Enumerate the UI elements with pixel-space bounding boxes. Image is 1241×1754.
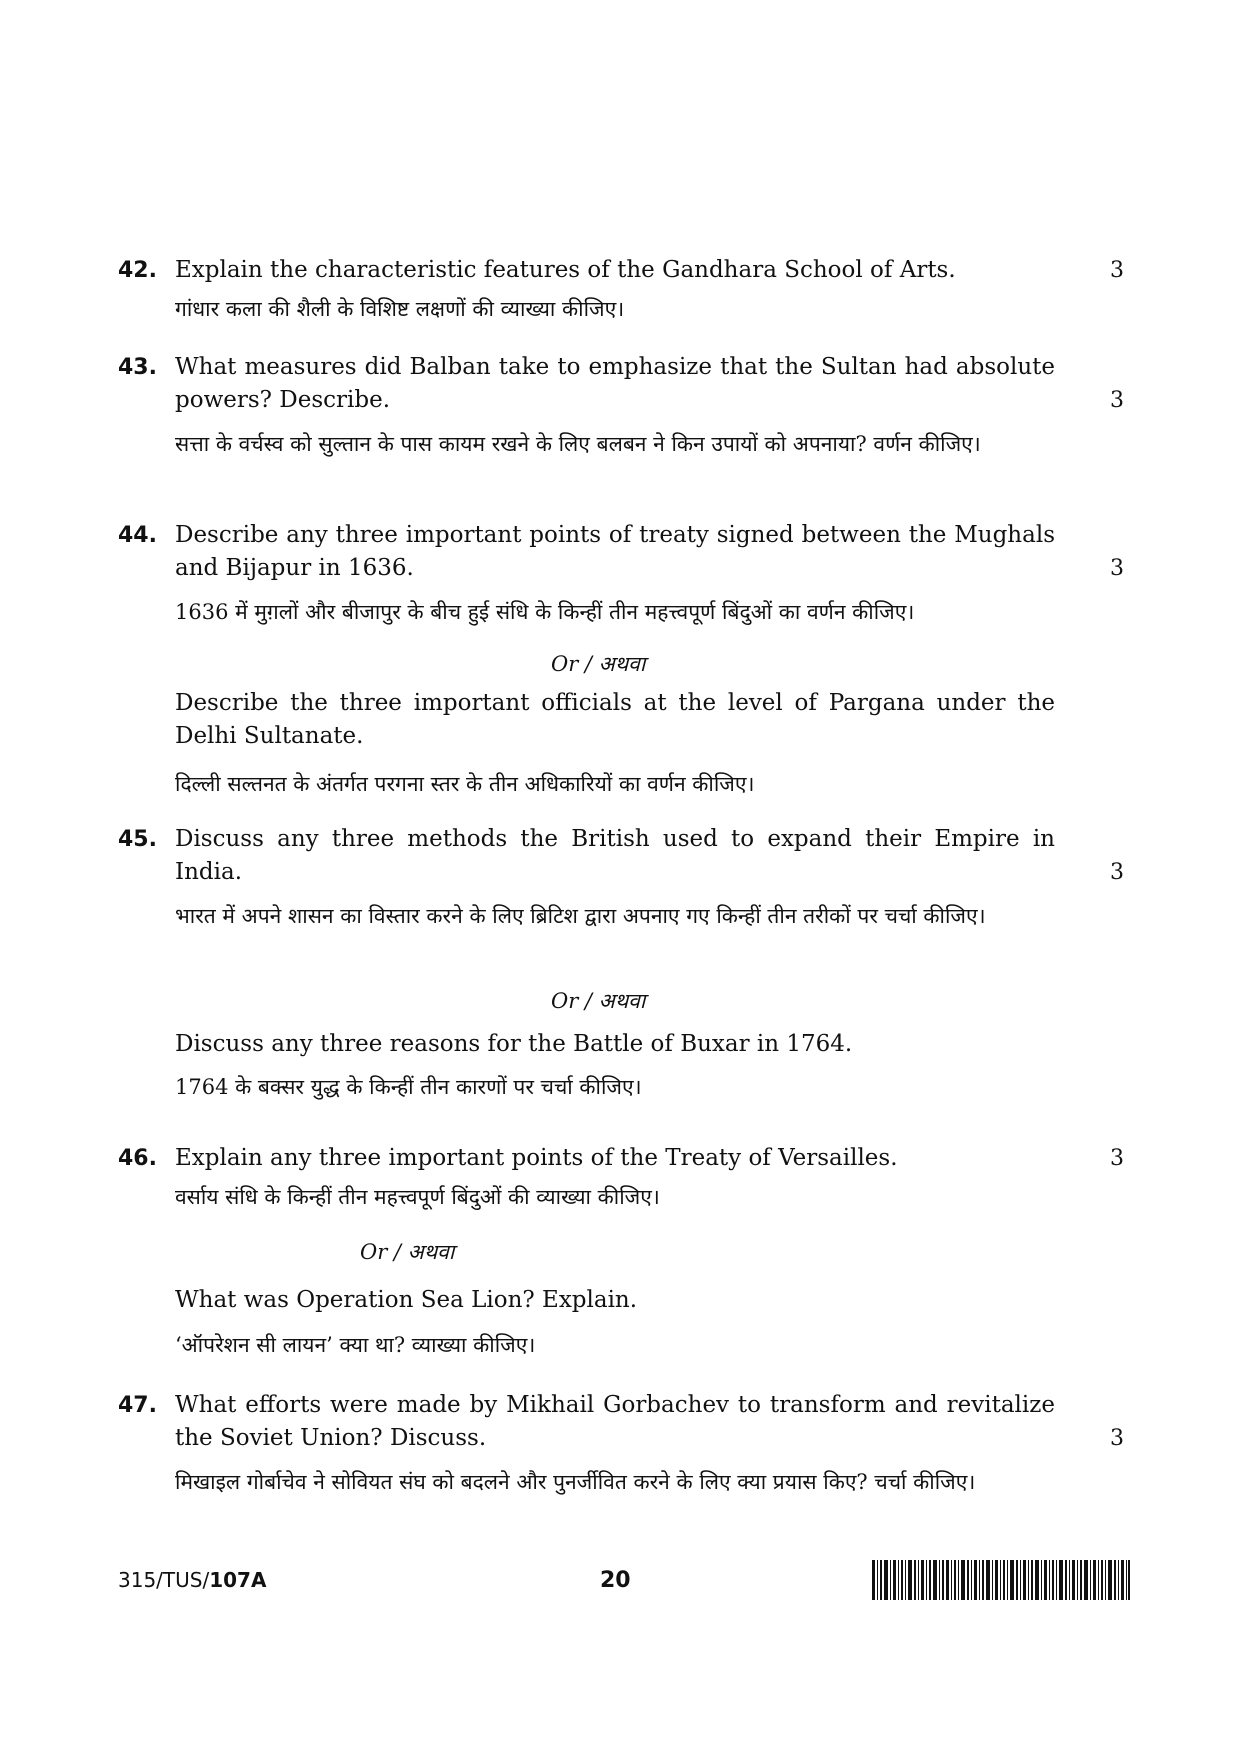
question-text-english: Explain the characteristic features of the Gandhara School of Arts. (175, 257, 956, 283)
alternative-question-english: Discuss any three reasons for the Battle of Buxar in 1764. (175, 1031, 853, 1057)
alternative-question-hindi: 1764 के बक्सर युद्ध के किन्हीं तीन कारणों पर चर्चा कीजिए। (175, 1075, 642, 1099)
question-text-hindi: मिखाइल गोर्बाचेव ने सोवियत संघ को बदलने और पुनर्जीवित करने के लिए क्या प्रयास किए? चर्चा कीजिए। (175, 1470, 976, 1494)
marks: 3 (1110, 1146, 1124, 1171)
question-text-hindi: वर्साय संधि के किन्हीं तीन महत्त्वपूर्ण बिंदुओं की व्याख्या कीजिए। (175, 1185, 660, 1209)
barcode-icon (872, 1560, 1130, 1600)
marks: 3 (1110, 556, 1124, 581)
alternative-question-english: Describe the three important officials at the level of Pargana under the Delhi Sultanate. (175, 690, 1055, 749)
or-divider: Or / अथवा (551, 652, 646, 676)
question-number: 42. (118, 258, 157, 283)
marks: 3 (1110, 388, 1124, 413)
alternative-question-hindi: दिल्ली सल्तनत के अंतर्गत परगना स्तर के तीन अधिकारियों का वर्णन कीजिए। (175, 772, 755, 796)
question-number: 43. (118, 355, 157, 380)
paper-code-prefix: 315/TUS/ (118, 1568, 210, 1592)
question-text-english: Describe any three important points of treaty signed between the Mughals and Bijapur in 1636. (175, 522, 1055, 581)
page-number: 20 (600, 1568, 631, 1593)
or-divider: Or / अथवा (360, 1240, 455, 1264)
paper-code (118, 1568, 266, 1592)
marks: 3 (1110, 258, 1124, 283)
question-text-hindi: गांधार कला की शैली के विशिष्ट लक्षणों की व्याख्या कीजिए। (175, 297, 625, 321)
question-text-english: Explain any three important points of the Treaty of Versailles. (175, 1145, 898, 1171)
question-number: 46. (118, 1146, 157, 1171)
question-text-hindi: 1636 में मुग़लों और बीजापुर के बीच हुई संधि के किन्हीं तीन महत्त्वपूर्ण बिंदुओं का वर्णन कीजिए। (175, 600, 915, 624)
marks: 3 (1110, 1426, 1124, 1451)
marks: 3 (1110, 860, 1124, 885)
question-text-english: What measures did Balban take to emphasize that the Sultan had absolute powers? Describe. (175, 354, 1055, 413)
alternative-question-english: What was Operation Sea Lion? Explain. (175, 1287, 638, 1313)
or-divider: Or / अथवा (551, 989, 646, 1013)
question-text-english: What efforts were made by Mikhail Gorbachev to transform and revitalize the Soviet Union? Discuss. (175, 1392, 1055, 1451)
question-number: 44. (118, 523, 157, 548)
question-text-hindi: सत्ता के वर्चस्व को सुल्तान के पास कायम रखने के लिए बलबन ने किन उपायों को अपनाया? वर्णन कीजिए। (175, 432, 981, 456)
alternative-question-hindi: ‘ऑपरेशन सी लायन’ क्या था? व्याख्या कीजिए। (175, 1333, 536, 1357)
question-number: 47. (118, 1393, 157, 1418)
paper-code-suffix: 107A (209, 1568, 267, 1592)
question-number: 45. (118, 827, 157, 852)
question-text-english: Discuss any three methods the British used to expand their Empire in India. (175, 826, 1055, 885)
question-text-hindi: भारत में अपने शासन का विस्तार करने के लिए ब्रिटिश द्वारा अपनाए गए किन्हीं तीन तरीकों पर चर्चा कीजिए। (175, 904, 986, 928)
